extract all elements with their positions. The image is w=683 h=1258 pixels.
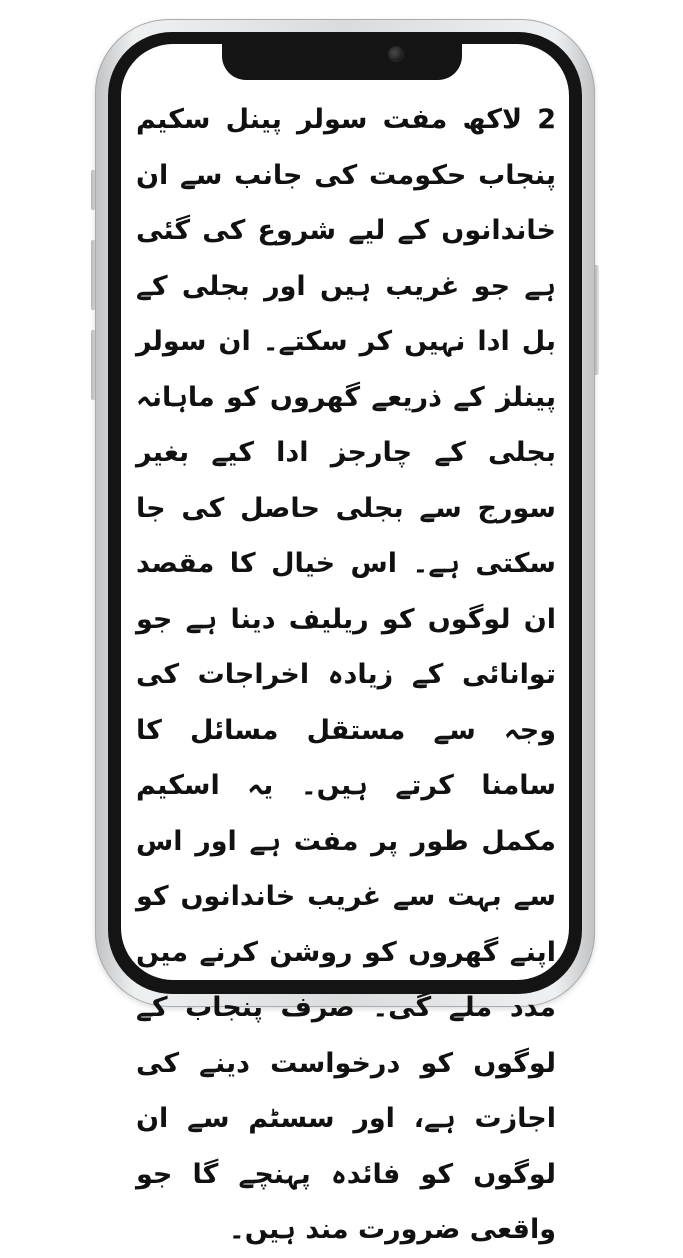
article-text: 2 لاکھ مفت سولر پینل سکیم پنجاب حکومت کی جانب سے ان خاندانوں کے لیے شروع کی گئی ہے جو غریب ہیں اور بجلی کے بل ادا نہیں کر سکتے۔ ان سولر پینلز کے ذریعے گھروں کو ماہانہ بجلی کے چارجز ادا کیے بغیر سورج سے بجلی حاصل کی جا سکتی ہے۔ اس خیال کا مقصد ان لوگوں کو ریلیف دینا ہے جو توانائی کے زیادہ اخراجات کی وجہ سے مستقل مسائل کا سامنا کرتے ہیں۔ یہ اسکیم مکمل طور پر مفت ہے اور اس سے بہت سے غریب خاندانوں کو اپنے گھروں کو روشن کرنے میں مدد ملے گی۔ صرف پنجاب کے لوگوں کو درخواست دینے کی اجازت ہے، اور سسٹم سے ان لوگوں کو فائدہ پہنچے گا جو واقعی ضرورت مند ہیں۔ [136,104,556,1245]
front-camera-icon [389,47,403,61]
phone-notch [222,40,462,80]
